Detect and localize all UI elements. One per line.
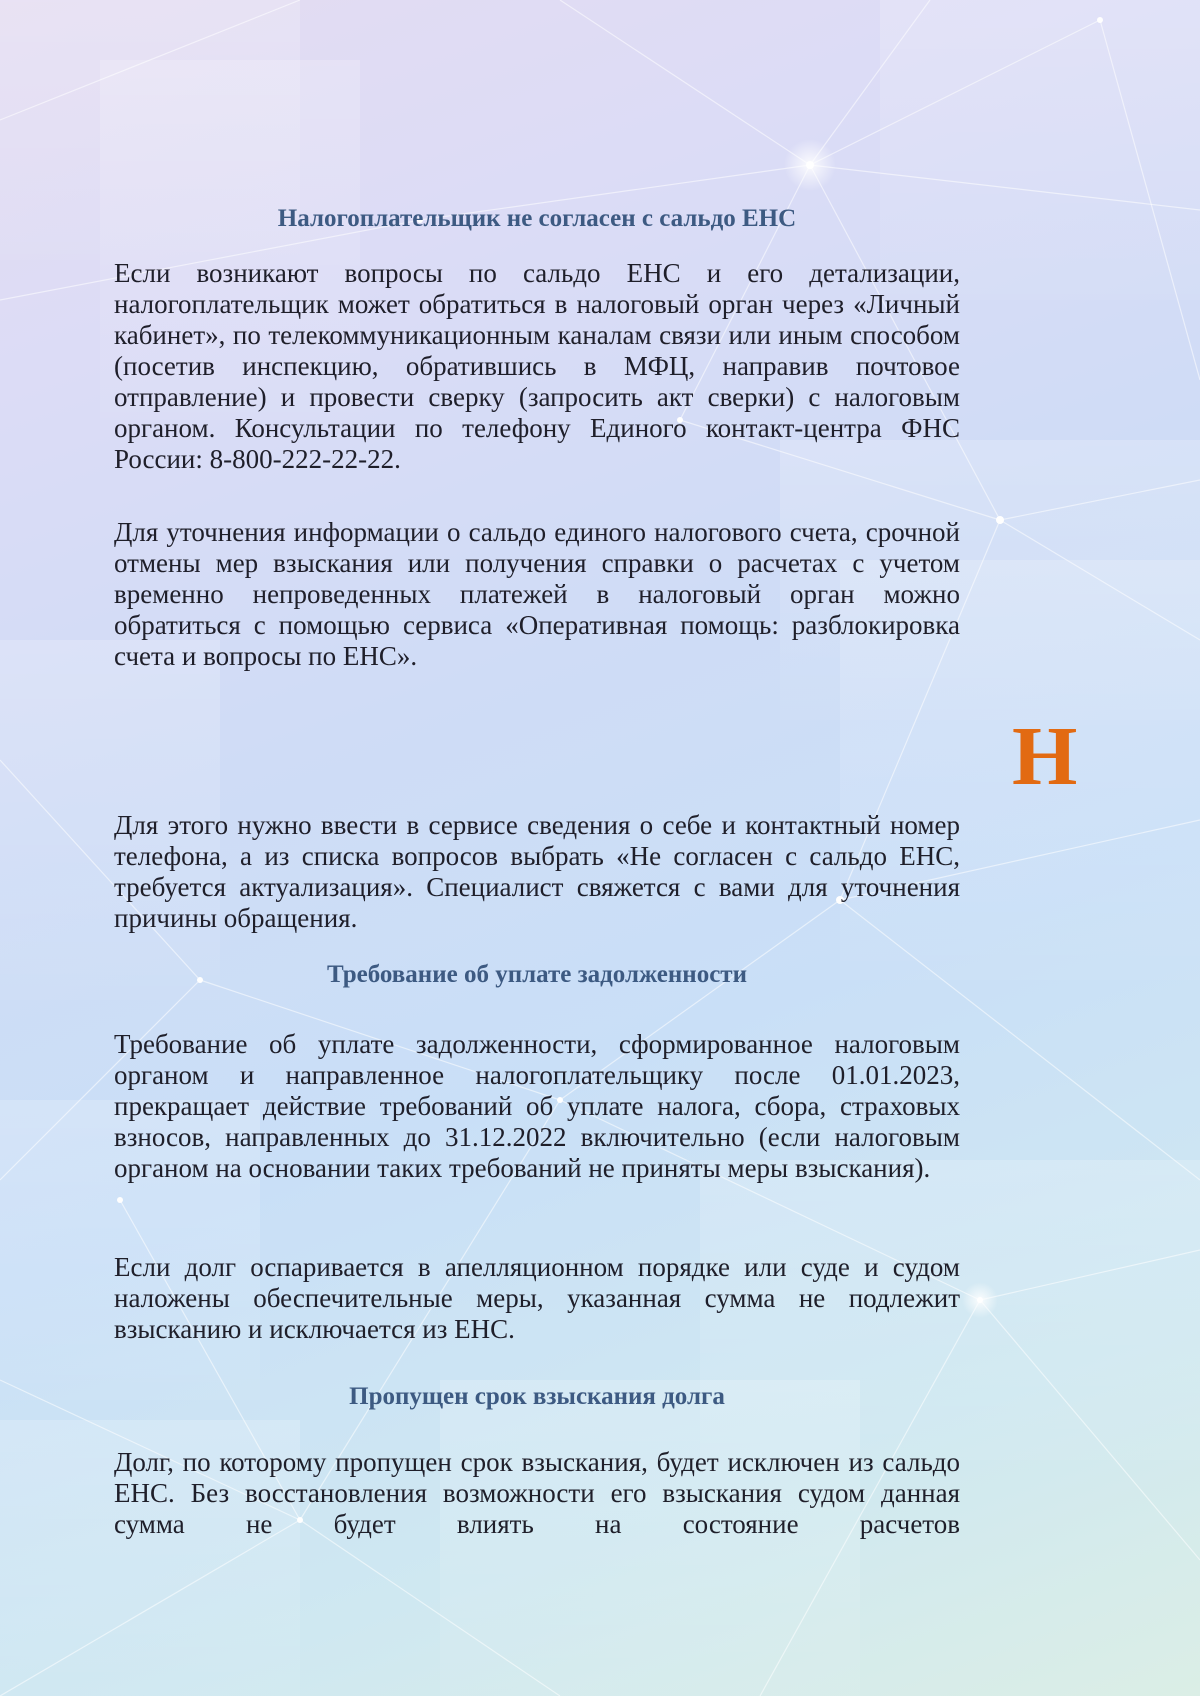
section-heading-missed-deadline: Пропущен срок взыскания долга bbox=[349, 1383, 725, 1410]
decorative-letter: Н bbox=[1012, 710, 1078, 803]
paragraph-operative-help: Для уточнения информации о сальдо единого налогового счета, срочной отмены мер взыскания или получения справки о расчетах с учетом временно непроведенных платежей в налоговый орган можно обратиться с помощью сервиса «Оперативная помощь: разблокировка счета и вопросы по ЕНС». bbox=[114, 517, 960, 671]
paragraph-service-instructions: Для этого нужно ввести в сервисе сведения о себе и контактный номер телефона, а из списка вопросов выбрать «Не согласен с сальдо ЕНС, требуется актуализация». Специалист свяжется с вами для уточнения причины обращения. bbox=[114, 810, 960, 933]
paragraph-missed-deadline: Долг, по которому пропущен срок взыскания, будет исключен из сальдо ЕНС. Без восстановления возможности его взыскания судом данная сумма не будет влиять на состояние расчетов bbox=[114, 1447, 960, 1539]
paragraph-ens-questions: Если возникают вопросы по сальдо ЕНС и его детализации, налогоплательщик может обратиться в налоговый орган через «Личный кабинет», по телекоммуникационным каналам связи или иным способом (посетив инспекцию, обратившись в МФЦ, направив почтовое отправление) и провести сверку (запросить акт сверки) с налоговым органом. Консультации по телефону Единого контакт-центра ФНС России: 8-800-222-22-22. bbox=[114, 258, 960, 474]
paragraph-debt-demand: Требование об уплате задолженности, сформированное налоговым органом и направленное налогоплательщику после 01.01.2023, прекращает действие требований об уплате налога, сбора, страховых взносов, направленных до 31.12.2022 включительно (если налоговым органом на основании таких требований не приняты меры взыскания). bbox=[114, 1029, 960, 1183]
section-heading-debt-demand: Требование об уплате задолженности bbox=[327, 961, 747, 988]
paragraph-appeal-dispute: Если долг оспаривается в апелляционном порядке или суде и судом наложены обеспечительные меры, указанная сумма не подлежит взысканию и исключается из ЕНС. bbox=[114, 1252, 960, 1344]
section-heading-ens-disagreement: Налогоплательщик не согласен с сальдо ЕНС bbox=[277, 205, 797, 232]
